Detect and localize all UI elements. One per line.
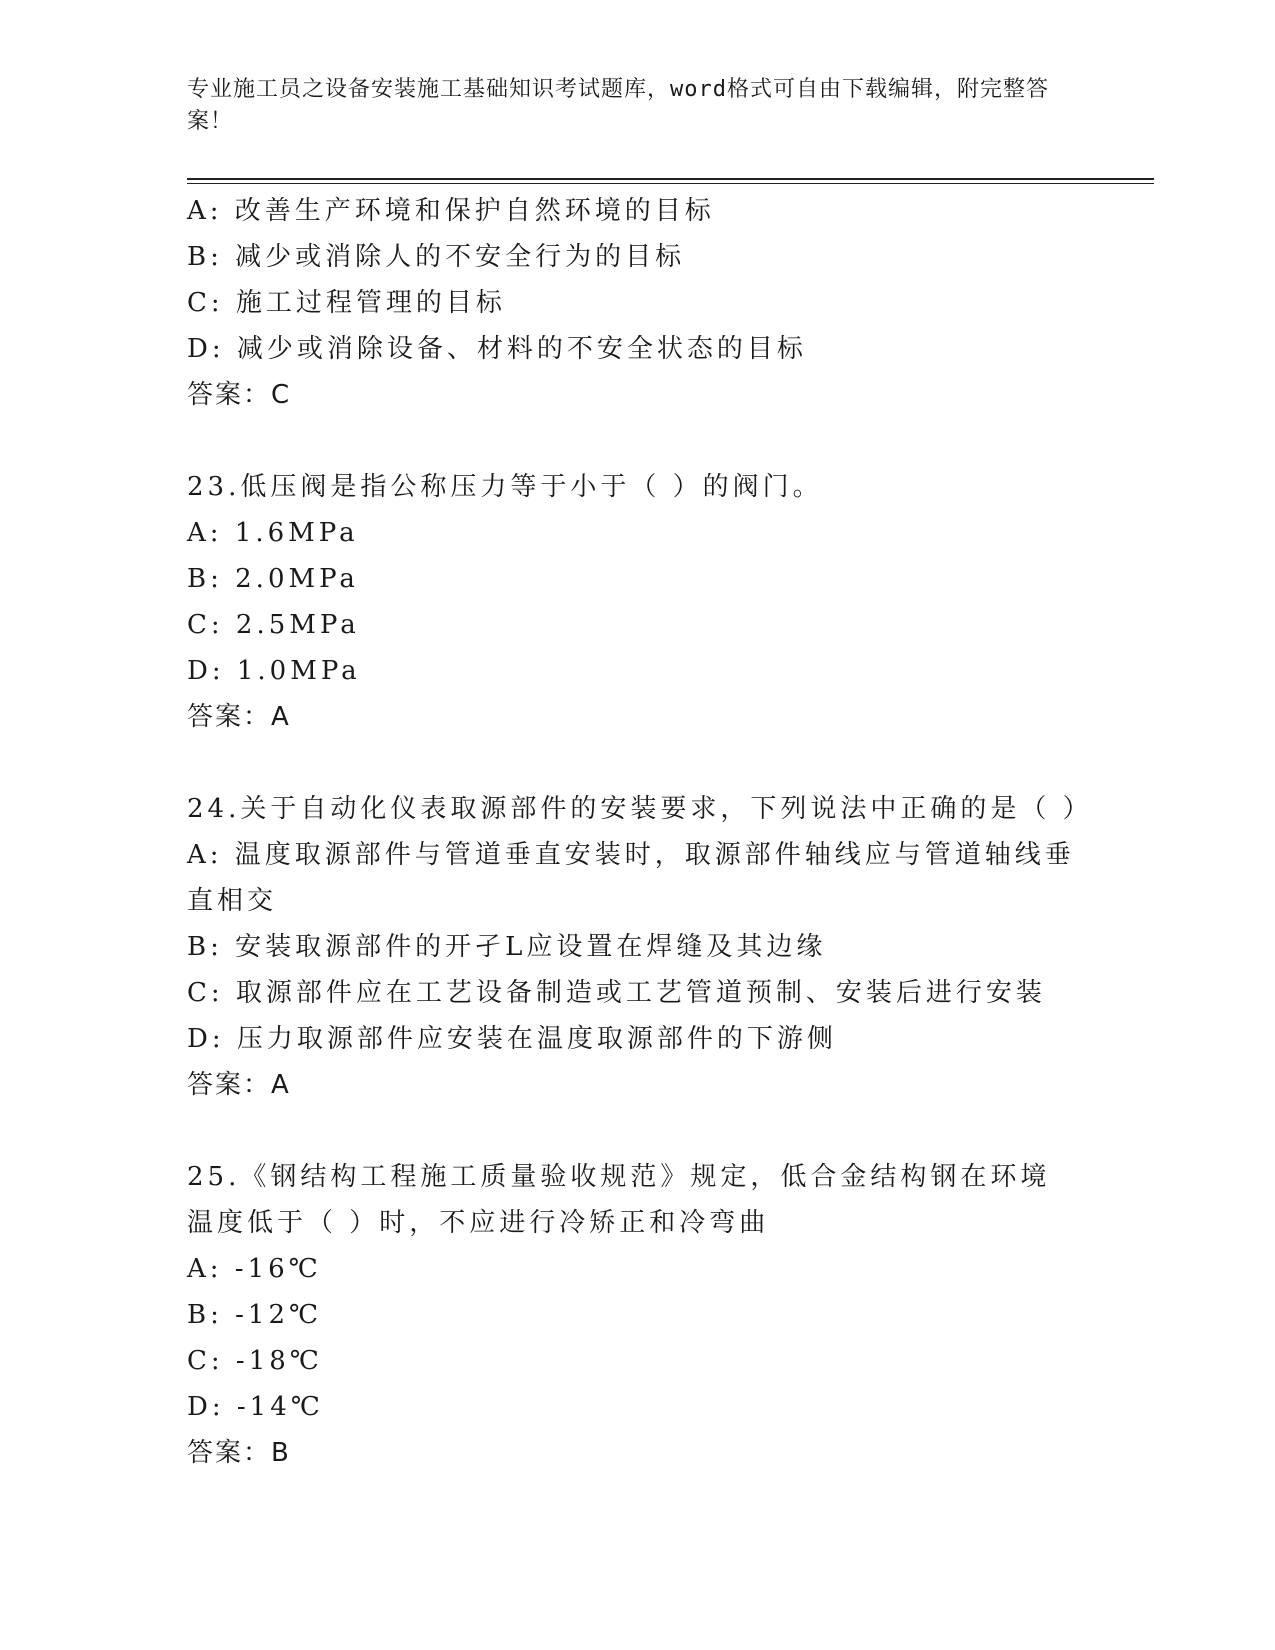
option-a: A: 温度取源部件与管道垂直安装时，取源部件轴线应与管道轴线垂直相交 bbox=[187, 840, 1075, 916]
option-c: C: 取源部件应在工艺设备制造或工艺管道预制、安装后进行安装 bbox=[187, 978, 1046, 1008]
answer-line: 答案：A bbox=[187, 702, 291, 732]
option-b: B: 减少或消除人的不安全行为的目标 bbox=[187, 242, 686, 272]
option-d: D: 减少或消除设备、材料的不安全状态的目标 bbox=[187, 334, 807, 364]
option-a: A: 1.6MPa bbox=[187, 518, 359, 548]
question-25 bbox=[187, 1154, 1087, 1476]
header-divider-thick bbox=[187, 178, 1154, 180]
answer-line: 答案：C bbox=[187, 380, 292, 410]
spacer bbox=[187, 740, 1087, 786]
document-header: 专业施工员之设备安装施工基础知识考试题库，word格式可自由下载编辑，附完整答案！ bbox=[187, 77, 1049, 134]
option-a: A: 改善生产环境和保护自然环境的目标 bbox=[187, 196, 715, 226]
question-stem: 24.关于自动化仪表取源部件的安装要求，下列说法中正确的是（ ） bbox=[187, 794, 1093, 824]
option-a: A: -16℃ bbox=[187, 1254, 322, 1284]
answer-line: 答案：A bbox=[187, 1070, 291, 1100]
option-c: C: 2.5MPa bbox=[187, 610, 360, 640]
option-c: C: 施工过程管理的目标 bbox=[187, 288, 506, 318]
option-b: B: -12℃ bbox=[187, 1300, 323, 1330]
question-24 bbox=[187, 786, 1093, 1108]
option-b: B: 安装取源部件的开孑L应设置在焊缝及其边缘 bbox=[187, 932, 827, 962]
option-d: D: 压力取源部件应安装在温度取源部件的下游侧 bbox=[187, 1024, 837, 1054]
option-b: B: 2.0MPa bbox=[187, 564, 359, 594]
option-d: D: -14℃ bbox=[187, 1392, 324, 1422]
question-stem: 23.低压阀是指公称压力等于小于（ ）的阀门。 bbox=[187, 472, 823, 502]
answer-line: 答案：B bbox=[187, 1438, 291, 1468]
question-22-tail bbox=[187, 188, 1087, 418]
option-d: D: 1.0MPa bbox=[187, 656, 361, 686]
header-divider-thin bbox=[187, 183, 1154, 184]
question-23 bbox=[187, 464, 1087, 740]
spacer bbox=[187, 418, 1087, 464]
option-c: C: -18℃ bbox=[187, 1346, 323, 1376]
spacer bbox=[187, 1108, 1087, 1154]
question-content bbox=[187, 188, 1093, 1476]
question-stem: 25.《钢结构工程施工质量验收规范》规定，低合金结构钢在环境温度低于（ ）时，不应进行冷矫正和冷弯曲 bbox=[187, 1162, 1051, 1238]
